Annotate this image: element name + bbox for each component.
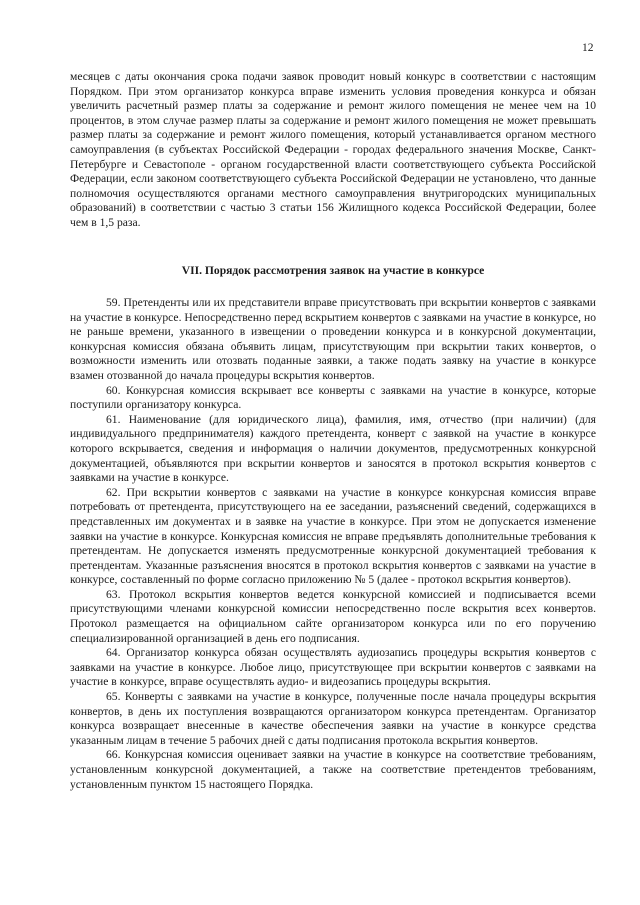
section-body	[70, 296, 596, 792]
continuation-paragraph	[70, 70, 596, 231]
paragraph-continuation: месяцев с даты окончания срока подачи заявок проводит новый конкурс в соответствии с настоящим Порядком. При этом организатор конкурса вправе изменить условия проведения конкурса и обязан увеличить расчетный размер платы за содержание и ремонт жилого помещения не менее чем на 10 процентов, в этом случае размер платы за содержание и ремонт жилого помещения не может превышать размер платы за содержание и ремонт жилого помещения, который устанавливается органом местного самоуправления (в субъектах Российской Федерации - городах федерального значения Москве, Санкт-Петербурге и Севастополе - органом государственной власти соответствующего субъекта Российской Федерации, если законом соответствующего субъекта Российской Федерации не установлено, что данные полномочия осуществляются органами местного самоуправления внутригородских муниципальных образований) в соответствии с частью 3 статьи 156 Жилищного кодекса Российской Федерации, более чем в 1,5 раза.	[70, 70, 596, 229]
paragraph-60: 60. Конкурсная комиссия вскрывает все конверты с заявками на участие в конкурсе, которые поступили организатору конкурса.	[70, 383, 596, 412]
paragraph-66: 66. Конкурсная комиссия оценивает заявки на участие в конкурсе на соответствие требованиям, установленным конкурсной документацией, а также на соответствие претендентов требованиям, установленным пунктом 15 настоящего Порядка.	[70, 748, 596, 791]
paragraph-61: 61. Наименование (для юридического лица), фамилия, имя, отчество (при наличии) (для индивидуального предпринимателя) каждого претендента, конверт с заявкой на участие в конкурсе которого вскрывается, сведения и информация о наличии документов, предусмотренных конкурсной документацией, объявляются при вскрытии конвертов и заносятся в протокол вскрытия конвертов с заявками на участие в конкурсе.	[70, 412, 596, 485]
section-heading: VII. Порядок рассмотрения заявок на участие в конкурсе	[181, 264, 485, 277]
paragraph-64: 64. Организатор конкурса обязан осуществлять аудиозапись процедуры вскрытия конвертов с заявками на участие в конкурсе. Любое лицо, присутствующее при вскрытии конвертов с заявками на участие в конкурсе, вправе осуществлять аудио- и видеозапись процедуры вскрытия.	[70, 646, 596, 689]
page-number: 12	[582, 42, 594, 54]
paragraph-62: 62. При вскрытии конвертов с заявками на участие в конкурсе конкурсная комиссия вправе потребовать от претендента, присутствующего на ее заседании, разъяснений сведений, содержащихся в представленных им документах и в заявке на участие в конкурсе. При этом не допускается изменение заявки на участие в конкурсе. Конкурсная комиссия не вправе предъявлять дополнительные требования к претендентам. Не допускается изменять предусмотренные конкурсной документацией требования к претендентам. Указанные разъяснения вносятся в протокол вскрытия конвертов с заявками на участие в конкурсе, составленный по форме согласно приложению № 5 (далее - протокол вскрытия конвертов).	[70, 485, 596, 587]
paragraph-65: 65. Конверты с заявками на участие в конкурсе, полученные после начала процедуры вскрытия конвертов, в день их поступления возвращаются организатором конкурса претендентам. Организатор конкурса возвращает внесенные в качестве обеспечения заявки на участие в конкурсе средства указанным лицам в течение 5 рабочих дней с даты подписания протокола вскрытия конвертов.	[70, 690, 596, 747]
paragraph-63: 63. Протокол вскрытия конвертов ведется конкурсной комиссией и подписывается всеми присутствующими членами конкурсной комиссии непосредственно после вскрытия всех конвертов. Протокол размещается на официальном сайте организатором конкурса или по его поручению специализированной организацией в день его подписания.	[70, 587, 596, 645]
paragraph-59: 59. Претенденты или их представители вправе присутствовать при вскрытии конвертов с заявками на участие в конкурсе. Непосредственно перед вскрытием конвертов с заявками на участие в конкурсе, но не раньше времени, указанного в извещении о проведении конкурса и в конкурсной документации, конкурсная комиссия обязана объявить лицам, присутствующим при вскрытии таких конвертов, о возможности изменить или отозвать поданные заявки, а также подать заявку на участие в конкурсе взамен отозванной до начала процедуры вскрытия конвертов.	[70, 296, 596, 382]
